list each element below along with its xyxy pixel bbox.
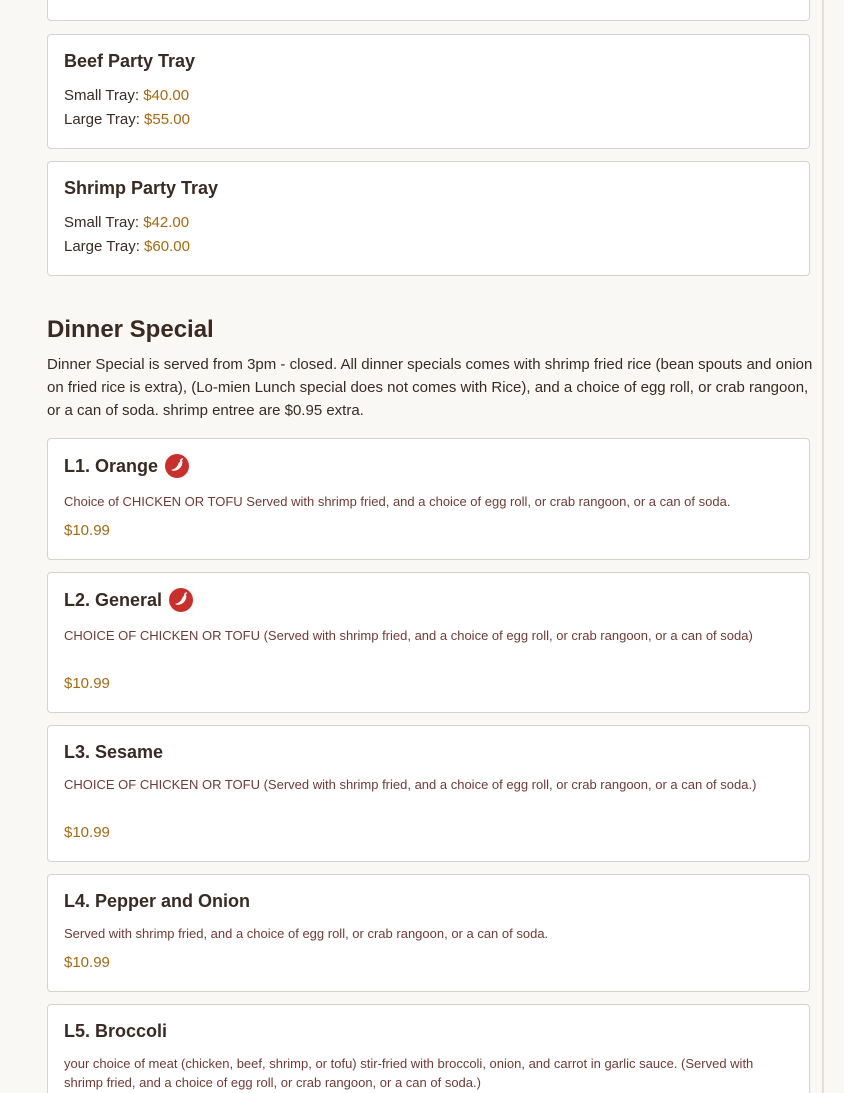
menu-card-l2-general[interactable]: [47, 572, 810, 713]
item-title: Shrimp Party Tray: [64, 178, 219, 198]
tray-price: $55.00: [144, 111, 190, 128]
item-description: Served with shrimp fried, and a choice of egg roll, or crab rangoon, or a can of soda.: [64, 926, 549, 941]
tray-price: $60.00: [144, 238, 190, 255]
tray-size-label: Small Tray:: [64, 87, 140, 104]
scroll-divider: [822, 0, 824, 1093]
large-tray-line: [64, 111, 190, 128]
tray-size-label: Large Tray:: [64, 238, 140, 255]
item-price: $10.99: [64, 824, 110, 841]
item-title: L3. Sesame: [64, 742, 164, 762]
menu-card-l5-broccoli[interactable]: [47, 1004, 810, 1093]
item-title: L2. General: [64, 590, 163, 610]
section-description: Dinner Special is served from 3pm - closed. All dinner specials comes with shrimp fried rice (bean spouts and onion on fried rice is extra), (Lo-mien Lunch special does not comes with Rice), and a choice of egg roll, or crab rangoon, or a can of soda. shrimp entree are $0.95 extra.: [47, 356, 813, 419]
item-description: CHOICE OF CHICKEN OR TOFU (Served with shrimp fried, and a choice of egg roll, or crab rangoon, or a can of soda.): [64, 777, 757, 792]
menu-card-l3-sesame[interactable]: [47, 725, 810, 862]
item-price: $10.99: [64, 954, 110, 971]
item-title: L1. Orange: [64, 456, 159, 476]
tray-price: $40.00: [143, 87, 190, 104]
section-title: Dinner Special: [47, 316, 214, 343]
item-description: CHOICE OF CHICKEN OR TOFU (Served with shrimp fried, and a choice of egg roll, or crab rangoon, or a can of soda): [64, 628, 753, 643]
item-title: Beef Party Tray: [64, 51, 196, 71]
spicy-pepper-icon: [165, 454, 189, 478]
menu-card-cutoff[interactable]: [47, 0, 810, 21]
item-title: L5. Broccoli: [64, 1021, 168, 1041]
small-tray-line: [64, 87, 189, 104]
menu-card-l1-orange[interactable]: [47, 438, 810, 560]
item-price: $10.99: [64, 675, 110, 692]
small-tray-line: [64, 214, 189, 231]
item-title: L4. Pepper and Onion: [64, 891, 251, 911]
large-tray-line: [64, 238, 190, 255]
item-price: $10.99: [64, 522, 110, 539]
tray-price: $42.00: [143, 214, 190, 231]
tray-size-label: Small Tray:: [64, 214, 140, 231]
menu-card-beef-party-tray[interactable]: [47, 34, 810, 149]
menu-card-shrimp-party-tray[interactable]: [47, 161, 810, 276]
spicy-pepper-icon: [169, 588, 193, 612]
tray-size-label: Large Tray:: [64, 111, 140, 128]
menu-card-l4-pepper-and-onion[interactable]: [47, 874, 810, 992]
item-description: your choice of meat (chicken, beef, shrimp, or tofu) stir-fried with broccoli, onion, and carrot in garlic sauce. (Served with shrimp fried, and a choice of egg roll, or crab rangoon, or a can of soda.): [64, 1056, 754, 1090]
item-description: Choice of CHICKEN OR TOFU Served with shrimp fried, and a choice of egg roll, or crab rangoon, or a can of soda.: [64, 494, 731, 509]
